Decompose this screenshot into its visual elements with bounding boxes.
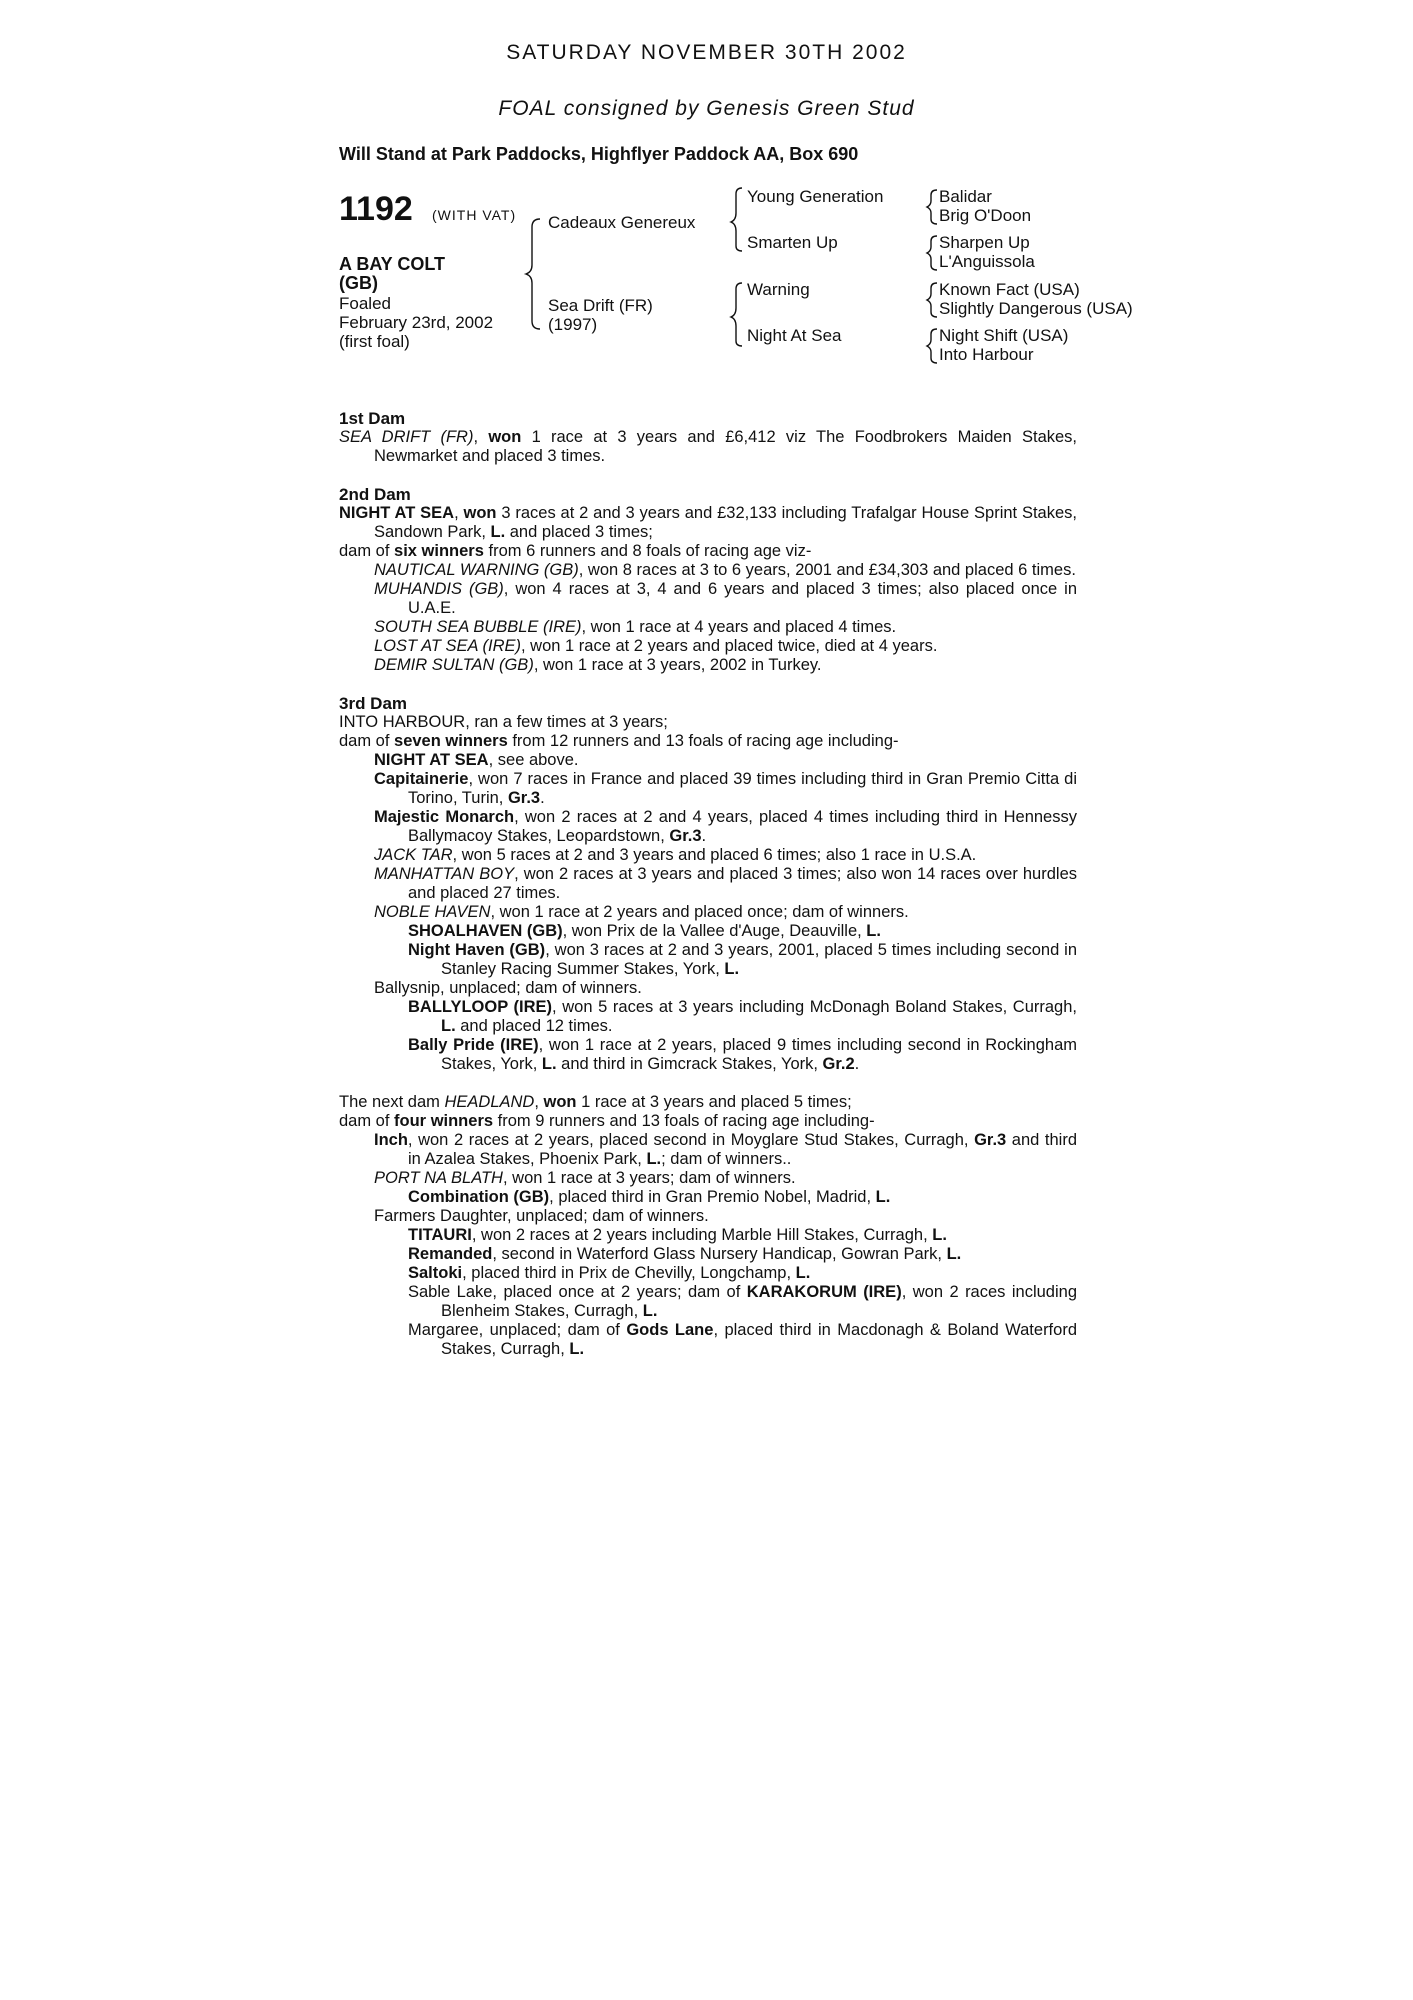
foal-note: (first foal) <box>339 332 410 351</box>
lot-number: 1192 <box>339 190 413 228</box>
entry-text: , won 1 race at 2 years and placed once; dam of winners. <box>490 903 909 921</box>
won-label: won <box>488 428 522 446</box>
lot-sex: A BAY COLT <box>339 254 446 274</box>
listed-mark: L. <box>441 1017 456 1035</box>
lot-origin: (GB) <box>339 273 378 293</box>
dam-sire: Warning <box>747 280 810 299</box>
horse-name: LOST AT SEA (IRE) <box>374 637 521 655</box>
entry-text: , won 2 races at 2 and 4 years, placed 4 times including third in Hennessy Ballymacoy Stakes, Leopardstown, <box>408 808 1077 845</box>
entry-text: from 12 runners and 13 foals of racing age including- <box>507 732 899 750</box>
third-dam-heading: 3rd Dam <box>339 694 408 713</box>
horse-name: HEADLAND <box>444 1093 535 1111</box>
ancestor-languissola: L'Anguissola <box>939 252 1035 271</box>
ancestor-balidar: Balidar <box>939 187 992 206</box>
listed-mark: L. <box>932 1226 947 1244</box>
horse-name: JACK TAR <box>374 846 453 864</box>
stand-location: Will Stand at Park Paddocks, Highflyer Paddock AA, Box 690 <box>339 144 859 164</box>
entry-text: , won 5 races at 2 and 3 years and placed 6 times; also 1 race in U.S.A. <box>452 846 977 864</box>
pedigree-brackets <box>0 0 1413 400</box>
entry-text: The next dam <box>339 1093 445 1111</box>
horse-name: MUHANDIS (GB) <box>374 580 504 598</box>
fourth-dam-entry <box>339 1093 1077 1112</box>
produce-entry <box>339 903 1077 922</box>
entry-text: , won 7 races in France and placed 39 times including third in Gran Premio Citta di Torino, Turin, <box>408 770 1077 807</box>
group-mark: Gr.3 <box>669 827 702 845</box>
entry-text: 3 races at 2 and 3 years and £32,133 including Trafalgar House Sprint Stakes, Sandown Park, <box>374 504 1077 541</box>
dam-name-text: Sea Drift (FR) <box>548 296 653 315</box>
sire-name: Cadeaux Genereux <box>548 213 696 232</box>
entry-text: ; dam of winners.. <box>661 1150 792 1168</box>
entry-text: , won 2 races including Blenheim Stakes, Curragh, <box>441 1283 1077 1320</box>
ancestor-into-harbour: Into Harbour <box>939 345 1034 364</box>
entry-text: and placed 3 times; <box>505 523 653 541</box>
entry-text: dam of <box>339 732 395 750</box>
entry-text: , won 1 race at 3 years, 2002 in Turkey. <box>533 656 822 674</box>
produce-entry <box>339 637 1077 656</box>
consignor-line: FOAL consigned by Genesis Green Stud <box>498 97 915 120</box>
entry-text: dam of <box>339 1112 395 1130</box>
sire-sire: Young Generation <box>747 187 884 206</box>
entry-text: 1 race at 3 years and placed 5 times; <box>576 1093 852 1111</box>
produce-entry <box>339 1131 1077 1169</box>
sale-date: SATURDAY NOVEMBER 30TH 2002 <box>506 41 907 64</box>
horse-name: SHOALHAVEN (GB) <box>408 922 563 940</box>
produce-subentry <box>339 1245 1077 1264</box>
produce-subentry <box>339 1264 1077 1283</box>
produce-entry <box>339 561 1077 580</box>
entry-text: , <box>534 1093 544 1111</box>
horse-name: Inch <box>374 1131 408 1149</box>
bracket-dam <box>731 283 742 346</box>
group-mark: Gr.3 <box>507 789 541 807</box>
produce-subentry <box>339 998 1077 1036</box>
second-dam-heading: 2nd Dam <box>339 485 411 504</box>
entry-text: , see above. <box>488 751 579 769</box>
first-dam-entry: SEA DRIFT (FR), won 1 race at 3 years and £6,412 viz The Foodbrokers Maiden Stakes, Newmarket and placed 3 times. <box>339 428 1078 465</box>
entry-text: , won Prix de la Vallee d'Auge, Deauville, <box>562 922 867 940</box>
horse-name: NAUTICAL WARNING (GB) <box>374 561 579 579</box>
entry-text: and third in Gimcrack Stakes, York, <box>556 1055 823 1073</box>
horse-name: SOUTH SEA BUBBLE (IRE) <box>374 618 582 636</box>
entry-text: . <box>540 789 545 807</box>
entry-text: and third in Azalea Stakes, Phoenix Park, <box>408 1131 1078 1168</box>
winners-count: seven winners <box>394 732 508 750</box>
produce-entry: Ballysnip, unplaced; dam of winners. <box>374 979 642 997</box>
produce-entry <box>339 770 1077 808</box>
winners-count: six winners <box>394 542 484 560</box>
produce-entry: Farmers Daughter, unplaced; dam of winners. <box>374 1207 709 1225</box>
horse-name: DEMIR SULTAN (GB) <box>374 656 534 674</box>
produce-subentry <box>339 922 1077 941</box>
ancestor-sharpen-up: Sharpen Up <box>939 233 1030 252</box>
ancestor-night-shift: Night Shift (USA) <box>939 326 1069 345</box>
entry-text: , placed third in Gran Premio Nobel, Madrid, <box>549 1188 876 1206</box>
listed-mark: L. <box>569 1340 585 1358</box>
produce-subentry <box>339 941 1077 979</box>
horse-name: BALLYLOOP (IRE) <box>408 998 553 1016</box>
horse-name: NIGHT AT SEA <box>339 504 455 522</box>
entry-text: , second in Waterford Glass Nursery Handicap, Gowran Park, <box>492 1245 947 1263</box>
listed-mark: L. <box>642 1302 658 1320</box>
first-dam-heading: 1st Dam <box>339 409 406 428</box>
entry-text: , won 1 race at 4 years and placed 4 times. <box>581 618 897 636</box>
foaled-label: Foaled <box>339 294 391 313</box>
ancestor-slightly-dangerous: Slightly Dangerous (USA) <box>939 299 1133 318</box>
listed-mark: L. <box>646 1150 662 1168</box>
dam-year: (1997) <box>548 315 598 334</box>
produce-entry <box>339 846 1077 865</box>
group-mark: Gr.3 <box>974 1131 1007 1149</box>
won-label: won <box>543 1093 577 1111</box>
produce-entry <box>339 1169 1077 1188</box>
produce-subentry <box>339 1321 1077 1359</box>
horse-name: TITAURI <box>408 1226 472 1244</box>
entry-text: , won 1 race at 2 years, placed 9 times including second in Rockingham Stakes, York, <box>441 1036 1077 1073</box>
entry-text: , won 1 race at 2 years and placed twice, died at 4 years. <box>521 637 938 655</box>
fourth-dam-produce-summary <box>339 1112 1077 1131</box>
produce-entry <box>339 580 1077 618</box>
horse-name: KARAKORUM (IRE) <box>746 1283 902 1301</box>
listed-mark: L. <box>541 1055 557 1073</box>
horse-name: PORT NA BLATH <box>374 1169 503 1187</box>
second-dam-entry: NIGHT AT SEA, won 3 races at 2 and 3 years and £32,133 including Trafalgar House Sprint Stakes, Sandown Park, L. and placed 3 times; <box>339 504 1077 541</box>
horse-name: Saltoki <box>408 1264 463 1282</box>
horse-name: Majestic Monarch <box>374 808 515 826</box>
entry-text: , placed third in Prix de Chevilly, Longchamp, <box>462 1264 796 1282</box>
produce-subentry <box>339 1188 1077 1207</box>
listed-mark: L. <box>866 922 881 940</box>
entry-text: Margaree, unplaced; dam of <box>408 1321 627 1339</box>
bracket-g4 <box>927 329 937 363</box>
entry-text: from 9 runners and 13 foals of racing age including- <box>493 1112 875 1130</box>
bracket-sire <box>731 188 742 251</box>
foaled-date: February 23rd, 2002 <box>339 313 494 332</box>
listed-mark: L. <box>724 960 740 978</box>
third-dam-produce-summary <box>339 732 1077 751</box>
bracket-g2 <box>927 236 937 270</box>
produce-entry <box>339 618 1077 637</box>
produce-entry <box>339 751 1077 770</box>
entry-text: and placed 12 times. <box>455 1017 613 1035</box>
entry-text: dam of <box>339 542 395 560</box>
group-mark: Gr.2 <box>822 1055 855 1073</box>
dam-dam: Night At Sea <box>747 326 842 345</box>
horse-name: SEA DRIFT (FR) <box>339 428 474 446</box>
sire-dam: Smarten Up <box>747 233 838 252</box>
entry-text: from 6 runners and 8 foals of racing age viz- <box>483 542 812 560</box>
entry-text: , won 2 races at 2 years including Marble Hill Stakes, Curragh, <box>471 1226 933 1244</box>
won-label: won <box>463 504 497 522</box>
listed-mark: L. <box>490 523 506 541</box>
entry-text: 1 race at 3 years and £6,412 viz The Foodbrokers Maiden Stakes, Newmarket and placed 3 times. <box>374 428 1078 465</box>
bracket-g3 <box>927 283 937 317</box>
horse-name: MANHATTAN BOY <box>374 865 515 883</box>
produce-entry <box>339 865 1077 903</box>
produce-subentry <box>339 1036 1077 1074</box>
entry-text: . <box>854 1055 860 1073</box>
horse-name: NIGHT AT SEA <box>374 751 489 769</box>
entry-text: . <box>701 827 707 845</box>
bracket-g1 <box>927 190 937 224</box>
vat-note: (WITH VAT) <box>432 207 517 223</box>
horse-name: Gods Lane <box>626 1321 714 1339</box>
listed-mark: L. <box>795 1264 811 1282</box>
horse-name: Capitainerie <box>374 770 469 788</box>
catalogue-text <box>339 409 1077 1359</box>
entry-text: , won 8 races at 3 to 6 years, 2001 and £34,303 and placed 6 times. <box>578 561 1076 579</box>
produce-subentry <box>339 1283 1077 1321</box>
horse-name: Remanded <box>408 1245 493 1263</box>
entry-text: , won 1 race at 3 years; dam of winners. <box>502 1169 796 1187</box>
produce-subentry <box>339 1226 1077 1245</box>
winners-count: four winners <box>394 1112 494 1130</box>
horse-name: NOBLE HAVEN <box>374 903 491 921</box>
entry-text: , won 4 races at 3, 4 and 6 years and placed 3 times; also placed once in U.A.E. <box>408 580 1077 617</box>
entry-text: Sable Lake, placed once at 2 years; dam of <box>408 1283 747 1301</box>
ancestor-known-fact: Known Fact (USA) <box>939 280 1080 299</box>
produce-entry <box>339 656 1077 675</box>
entry-text: , won 3 races at 2 and 3 years, 2001, placed 5 times including second in Stanley Racing Summer Stakes, York, <box>441 941 1078 978</box>
horse-name: Combination (GB) <box>408 1188 550 1206</box>
dam-name <box>548 296 653 334</box>
horse-name: Bally Pride (IRE) <box>408 1036 539 1054</box>
entry-text: , won 2 races at 2 years, placed second in Moyglare Stud Stakes, Curragh, <box>407 1131 975 1149</box>
produce-entry <box>339 808 1077 846</box>
listed-mark: L. <box>946 1245 962 1263</box>
second-dam-produce-summary <box>339 542 1077 561</box>
bracket-gen1 <box>526 219 540 329</box>
entry-text: , placed third in Macdonagh & Boland Waterford Stakes, Curragh, <box>441 1321 1077 1358</box>
ancestor-brig-o-doon: Brig O'Doon <box>939 206 1032 225</box>
listed-mark: L. <box>875 1188 891 1206</box>
entry-text: , won 5 races at 3 years including McDonagh Boland Stakes, Curragh, <box>552 998 1077 1016</box>
horse-name: Night Haven (GB) <box>408 941 546 959</box>
entry-text: , won 2 races at 3 years and placed 3 times; also won 14 races over hurdles and placed 27 times. <box>408 865 1077 902</box>
third-dam-entry: INTO HARBOUR, ran a few times at 3 years; <box>339 713 668 731</box>
